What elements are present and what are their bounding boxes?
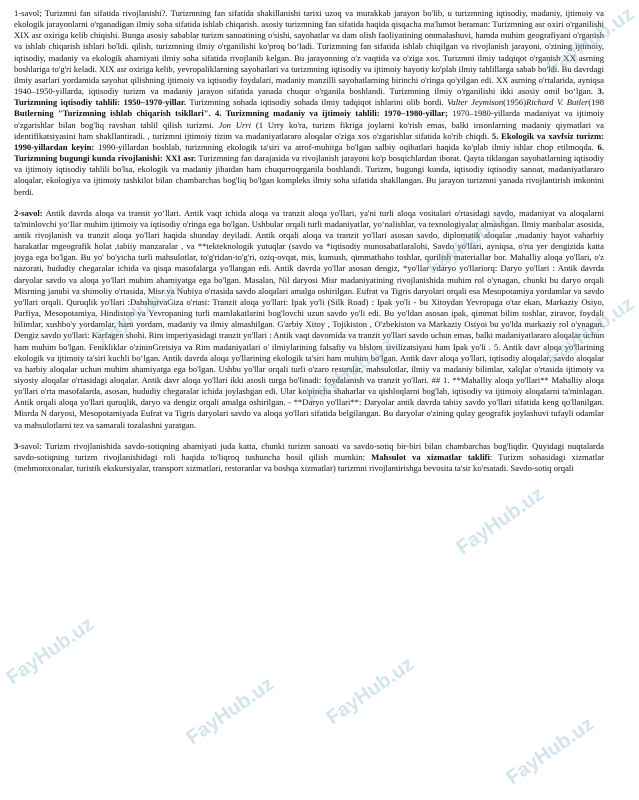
answer-paragraph-1 <box>14 8 604 198</box>
watermark: FayHub.uz <box>92 273 189 350</box>
text-run: (198 <box>588 97 604 108</box>
text-run: Turizmning sohada iqtisodiy sohada ilmiy tadqiqot ishlarini olib bordi. <box>186 97 448 108</box>
document-body <box>14 8 604 484</box>
watermark: FayHub.uz <box>502 713 599 790</box>
text-run: (1 Urry ko'ra, turizm fikriga joylarni ko'rish emas, balki insonlarning madaniy qiymatlari va identifikatsiyasini ham shakllantiradi. , turizmni ijtimoiy tizim va madaniyatlararo aloqalar o'ziga xos o'zgarishlar sifatida ko'rib chiqdi. <box>14 119 604 141</box>
italic-run: Valter Jeymison <box>447 97 504 108</box>
bold-run: Butlerning "Turizmning ishlab chiqarish tsikllari". 4. Turizmning madaniy va ijtimoiy tahlili: 1970–1980-yillar; <box>14 108 448 119</box>
bold-run: 6. Turizmning bugungi kunda rivojlanishi: XXI asr. <box>14 141 604 164</box>
italic-run: Jon Urri <box>218 119 252 130</box>
watermark: FayHub.uz <box>542 3 639 80</box>
text-run: -savol: Turizm rivojlanishida savdo-sotiqning ahamiyati juda katta, chunki turizm sanoati va savdo-sotiq bir-biri bilan chambarchas bog'liqdir. Quyidagi nuqtalarda savdo-sotiqning turizm rivojlanishidagi roli haqida to'liqroq tushuncha hosil qilish mumkin: <box>14 440 604 462</box>
bold-run: 3. Turizmning iqtisodiy tahlili: 1950–1970-yillar. <box>14 86 604 108</box>
watermark: FayHub.uz <box>422 203 519 280</box>
text-run: (1956) <box>503 97 527 108</box>
answer-paragraph-2 <box>14 208 604 431</box>
bold-run: Mahsulot va xizmatlar taklifi <box>371 451 490 462</box>
text-run: 1-savol; Turizmni fan sifatida rivojlanishi?. Turizmning fan sifatida shakillanishi tarixi uzoq va murakkab jarayon bo'lib, u turizmning iqtisodiy, madaniy, ijtimoiy va ekologik jarayonlarni o'rganadigan ilmiy soha sifatida ishlab chiqarish. asosiy turizmning fan sifatida haqida qisqacha ma'lumot beraman: Turizmning asr oxiri o'rganilishi XIX asr oxiriga kelib chiqishi. Bunga asosiy sabablar turizm sanoatining o'sishi, sayohatlar va dam olish faoliyatining ommalashuvi, hamda muhim geografiyani o'rganish va ishlab chiqarish ishlari bo'ldi. qilish, turizmning ilmiy o'rganilishi ko'proq bo‘ladi. Turizmning fan sifatida ishlab chiqilgan va rivojlanish jarayoni, o'zining ijtimoiy, iqtisodiy, madaniy va ekologik ahamiyati ilmiy soha sifatida rivojlanib kelgan. Bu jarayonning o'z vaqtida va o'ziga xos. Turizmni ilmiy tadqiqot o'rganish XX asrning boshlariga to'g'ri keladi. XIX asr oxiriga kelib, yevropaliklarning sayohatlari va turizmning iqtisodiy va ijtimoiy hayotiy ko'plab ilmiy tahlillarga sabab bo'ldi. Bu davrdagi ilmiy asarlari yordamida sayohat qilishning ijtimoiy va iqtisodiy foydalari, madaniy manzilli sayohatlarning birinchi o'ringa qo'yilgan edi. XX asrning o'rtalarida, ayniqsa 1940–1950-yillarda, iqtisodiy turizm va madaniy jarayon sifatida yanada chuqur o'rganila boshlandi. Turizmning ilmiy o'rganilishi ikki asosiy omil bo‘lgan. <box>14 8 604 97</box>
text-run: 1970–1980-yillarda madaniyat va ijtimoiy o'zgarishlar bilan bog'liq ravshan tahlil qilish turizmi. <box>14 108 605 130</box>
text-run: : Turizm sohasidagi xizmatlar (mehmonxonalar, turistik ekskursiyalar, transport xizmatlari, restoranlar va boshqa xizmatlar) turizmni rivojlantirishga bevosita ta'sir ko'rsatadi. Savdo-sotiq orqali <box>14 451 604 474</box>
italic-run: Richard V. Butler <box>526 97 589 108</box>
watermark: FayHub.uz <box>452 483 549 560</box>
answer-paragraph-3 <box>14 441 604 474</box>
watermark: FayHub.uz <box>302 333 399 410</box>
bold-run: 2-savol: <box>14 207 43 218</box>
watermark: FayHub.uz <box>542 293 639 370</box>
text-run: Antik davrda aloqa va transit yo‘llari. Antik vaqt ichida aloqa va tranzit aloqa yo'llari, ya'ni turli aloqa vositalari o'rtasidagi savdo, madaniyat va aloqalarni ta'minlovchi yo‘llar muhim ijtimoiy va iqtisodiy o'ringa ega bo'lgan. Ushbular orqali turli madaniyatlar, yo‘nalishlar, va texnologiyalar almashgan. Ilmiy manbalar asosida, antik rivojlanish va tranzit aloqa yo'llari haqida shunday deyiladi. Antik orqali aloqa va tranzit yo'llari asosan savdo, diplomatik aloqalar ,madaniy hayot vaharbiy harakatlar mgeografik holat ,tabiiy manzaralar , va **tekteknologik yutuqlar (savdo va *iqtisodiy munosabatlaralohi, Savdo yo'llari, ayniqsa, o'rta yer dengizida katta joyga ega bo'lgan. Bu yo' bo'yicha turli mahsulotlar, to'g'ridan-to'g'ri, oziq-ovqat, mis, kumush, qimmatbaho toshlar, qurilish materiallar bor. Mahalliy aloqa yo'llari, o'z nazorati, hududiy chegaralar ichida va qisqa masofalarga yo'llangan edi. Antik davrda yo'llar asosan dengiz, *yo'llar vdaryo yo'llariorq: Daryo yo'llari : Antik davrda daryolar savdo va aloqa yo'llari muhim ahamiyatga ega bo'lgan. Masalan, Nil daryosi Misr madaniyatining rivojlanishida muhim rol o'ynagan, chunki bu daryo orqali Misrning janubi va shimoliy o'rtasida, Misr va Nubiya o'rtasida savdo aloqalari amalga oshirilgan. Eufrat va Tigris daryolari orqali esa Mesopotamiya yordamlar va savdo yo'llari orqali. Quruqlik yo'llari :DahshurvaGiza o'rtasi: Tranzit aloqa yo'llari: Ipak yo'li (Silk Road) : Ipak yo'li - bu Xitoydan Yevropaga o'tar ekan, Markaziy Osiyo, Parfiya, Mesopotamiya, Hindiston va Yevropaning turli mamlakatlarini bog'lovchi uzun savdo yo'li edi. Bu yo'ldan asosan ipak, qimmat bilim toshlar, ziravor, foydali bilimlar, xushbo'y yordamlar, ham yordam, madaniy va ilmiy almashilgan. G'arbiy Xitoy , Tojikiston , O'zbekiston va Markaziy Osiyoi bu yo'lda markaziy rol o'ynagan. Dengiz savdo yo'llari: Karfagen shohi. Rim imperiyasidagi tranzit yo'llari : Antik vaqt davomida va tranzit yo'llari savdo uchun emas, balki madaniyatlararo aloqalar uchun ham muhim bo'lgan. Fenikliklar o'zininGretsiya va Rim madaniyatlari o' ilmiylarining falsafiy va blslom sivilizatsiyasi ham Ipak yo'li . 5. Antik davr aloqa yo'llarining ekologik va ijtimoiy ta'siri kuchli bo‘lgan. Antik davrda aloqa yo'llarining ekologik ta'siri ham muhim bo'lgan. Antik davr aloqa yo'llari, iqtisodiy aloqalar, savdo aloqalar va harbiy aloqalar uchun muhim ahamiyatga ega bo'lgan. Ushbu yo'llar orqali turli o'zaro resurslar, mahsulotlar, ilmiy va madaniy bilimlar, xalqlar o'rtasida ijtimoiy va siyosiy aloqalar o'rtasidagi aloqalar. Antik davr aloqa yo'llari ikki asosli turga bo'linadi: foydalanish va tranzit yo'llari. ## 1. **Mahalliy aloqa yo'llari** Mahalliy aloqa yo'llari o'rta masofalarda, asosan, hududiy chegaralar ichida joylashgan edi. Ular ko'pincha shaharlar va qishloqlarni bog'lab, iqtisodiy va ijtimoiy aloqalarni ta'minlagan. Antik orqali aloqa yo'llari quruqlik, daryo va dengiz orqali amalga oshirilgan. - **Daryo yo'llari**: Daryolar antik davrda tabiiy savdo yo'llari sifatida keng qo'llanilgan. Misrda N daryosi, Mesopotamiyada Eufrat va Tigris daryolari savdo va aloqa yo'llari sifatida belgilangan. Bu daryolar o'zining qulay geografik joylashuvi tufayli odamlar va mahsulotlarni tez va samarali tozalashni yaratgan. <box>14 207 604 430</box>
text-run: Turizmning fan darajasida va rivojlanish jarayoni ko'p bosqichlardan iborat. Qayta tiklangan sayohatlarning iqtisodiy va ijtimoiy iqtisodiy tahlili bo'lsa, ekologik va madaniy jihatdan ham chuqurroqrganila boshlandi. Turizm, bugungi kunda, iqtisodiy iqtisodiy sanoat, madaniyatlararo aloqalar, ekologiya va ijtimoiy tashkilot bilan chambarchas bog'liq bo'lgan kompleks ilmiy soha sifatida shakllangan. Bu jarayon turizmni yanada rivojlantirish imkonini berdi. <box>14 153 604 197</box>
watermark: FayHub.uz <box>182 673 279 750</box>
watermark: FayHub.uz <box>322 653 419 730</box>
text-run: 1990-yillardan boshlab, turizmning ekologik ta'siri va atrof-muhitga bo'lgan salbiy oqibatlari haqida ko'plab ilmiy ishlar chop etilmoqda. <box>94 141 598 152</box>
bold-run: 5. Ekologik va xavfsiz turizm: 1990-yillardan keyin: <box>14 130 604 152</box>
bold-run: 3 <box>14 440 19 451</box>
watermark: FayHub.uz <box>2 613 99 690</box>
